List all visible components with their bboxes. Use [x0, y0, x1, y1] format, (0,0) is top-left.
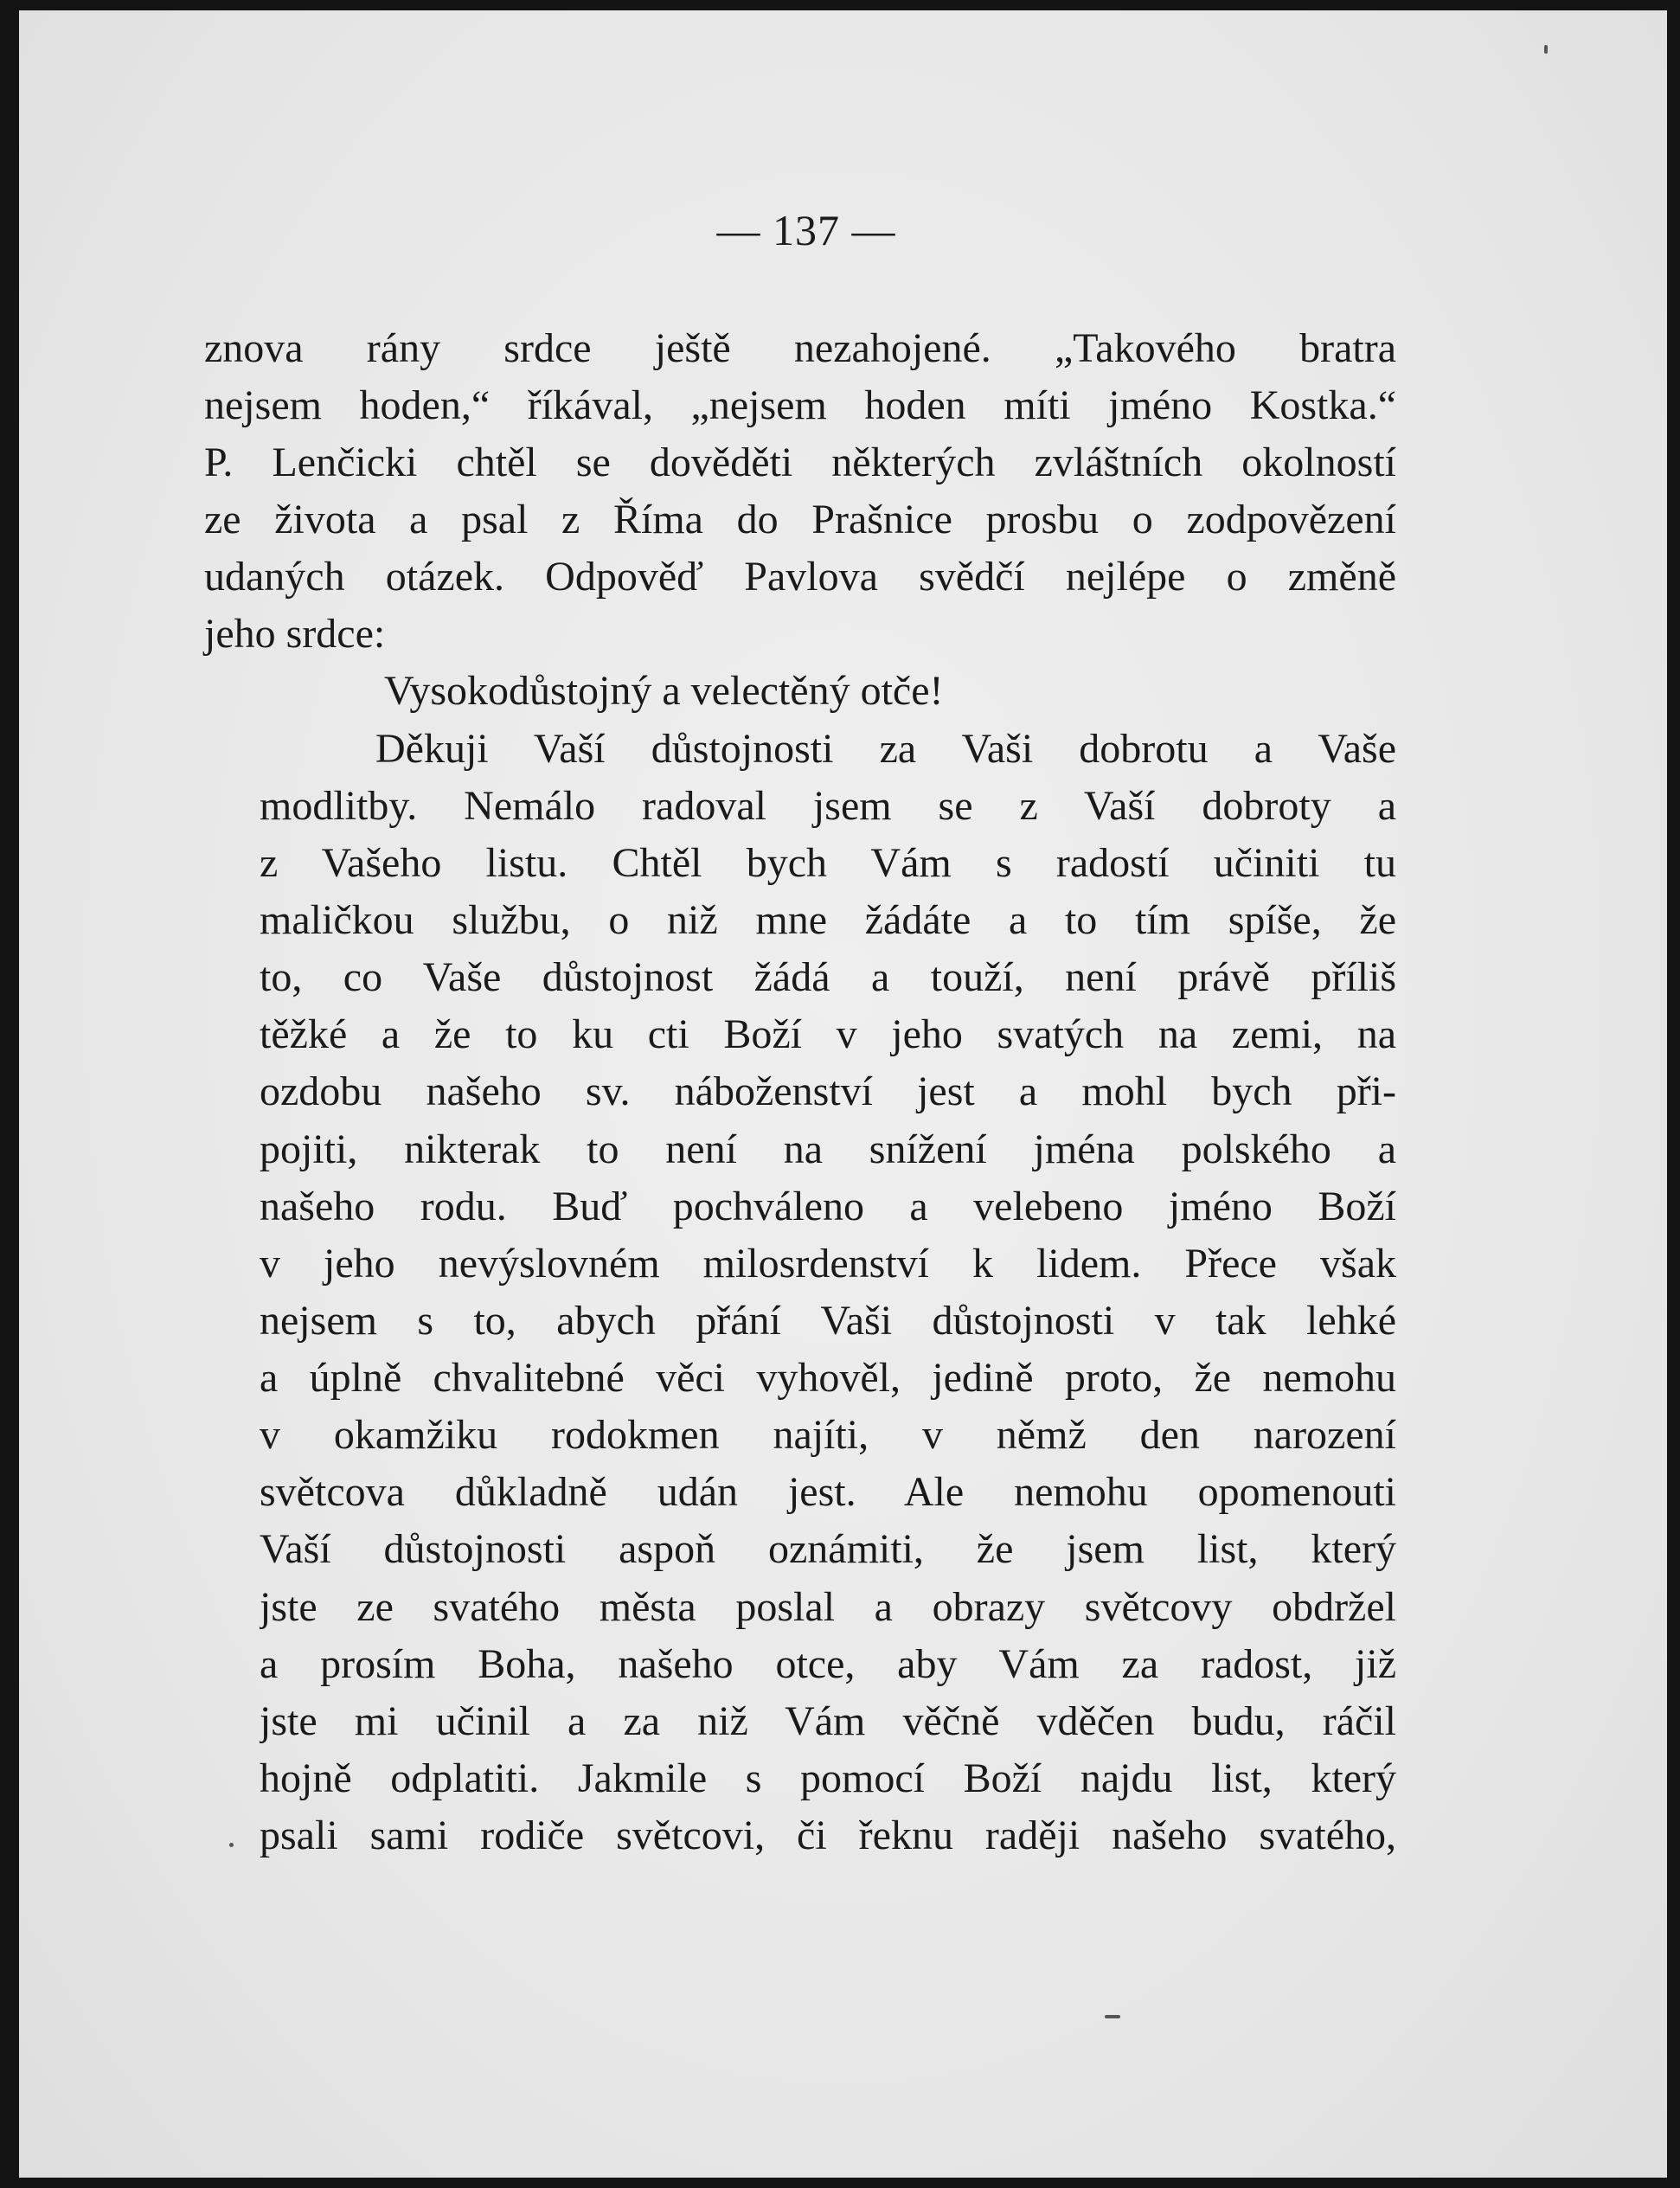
text-line: jste ze svatého města poslal a obrazy světcovy obdržel [260, 1584, 1396, 1630]
letter-salutation: Vysokodůstojný a velectěný otče! [384, 668, 944, 714]
text-line: jeho srdce: [204, 611, 386, 657]
text-line: P. Lenčicki chtěl se dověděti některých zvláštních okolností [204, 440, 1396, 485]
text-line: těžké a že to ku cti Boží v jeho svatých na zemi, na [260, 1011, 1396, 1057]
text-line: nejsem hoden,“ říkával, „nejsem hoden míti jméno Kostka.“ [204, 382, 1396, 428]
text-line: Děkuji Vaší důstojnosti za Vaši dobrotu a Vaše [375, 726, 1396, 772]
text-line: pojiti, nikterak to není na snížení jména polského a [260, 1126, 1396, 1172]
text-line: v okamžiku rodokmen najíti, v němž den narození [260, 1412, 1396, 1458]
text-line: a prosím Boha, našeho otce, aby Vám za radost, již [260, 1641, 1396, 1687]
text-line: a úplně chvalitebné věci vyhověl, jedině proto, že nemohu [260, 1355, 1396, 1401]
text-line: v jeho nevýslovném milosrdenství k lidem. Přece však [260, 1241, 1396, 1286]
text-line: ze života a psal z Říma do Prašnice prosbu o zodpovězení [204, 497, 1396, 542]
text-line: jste mi učinil a za niž Vám věčně vděčen budu, ráčil [260, 1698, 1396, 1744]
text-line: nejsem s to, abych přání Vaši důstojnosti v tak lehké [260, 1298, 1396, 1344]
text-line: z Vašeho listu. Chtěl bych Vám s radostí učiniti tu [260, 840, 1396, 886]
text-line: maličkou službu, o niž mne žádáte a to tím spíše, že [260, 897, 1396, 943]
page-number: — 137 — [716, 206, 896, 254]
text-line: našeho rodu. Buď pochváleno a velebeno jméno Boží [260, 1184, 1396, 1229]
text-line: to, co Vaše důstojnost žádá a touží, není právě příliš [260, 954, 1396, 1000]
text-line: znova rány srdce ještě nezahojené. „Takového bratra [204, 325, 1396, 371]
text-line: udaných otázek. Odpověď Pavlova svědčí nejlépe o změně [204, 554, 1396, 600]
text-line: modlitby. Nemálo radoval jsem se z Vaší dobroty a [260, 783, 1396, 829]
text-line: Vaší důstojnosti aspoň oznámiti, že jsem list, který [260, 1526, 1396, 1572]
dust-speck [1544, 45, 1548, 54]
dust-speck [1105, 2015, 1120, 2018]
book-page [19, 10, 1667, 2178]
text-line: ozdobu našeho sv. náboženství jest a mohl bych při- [260, 1068, 1396, 1114]
text-line: hojně odplatiti. Jakmile s pomocí Boží najdu list, který [260, 1755, 1396, 1801]
text-line: světcova důkladně udán jest. Ale nemohu opomenouti [260, 1469, 1396, 1515]
dust-speck [229, 1843, 234, 1847]
text-line: psali sami rodiče světcovi, či řeknu raději našeho svatého, [260, 1813, 1396, 1858]
